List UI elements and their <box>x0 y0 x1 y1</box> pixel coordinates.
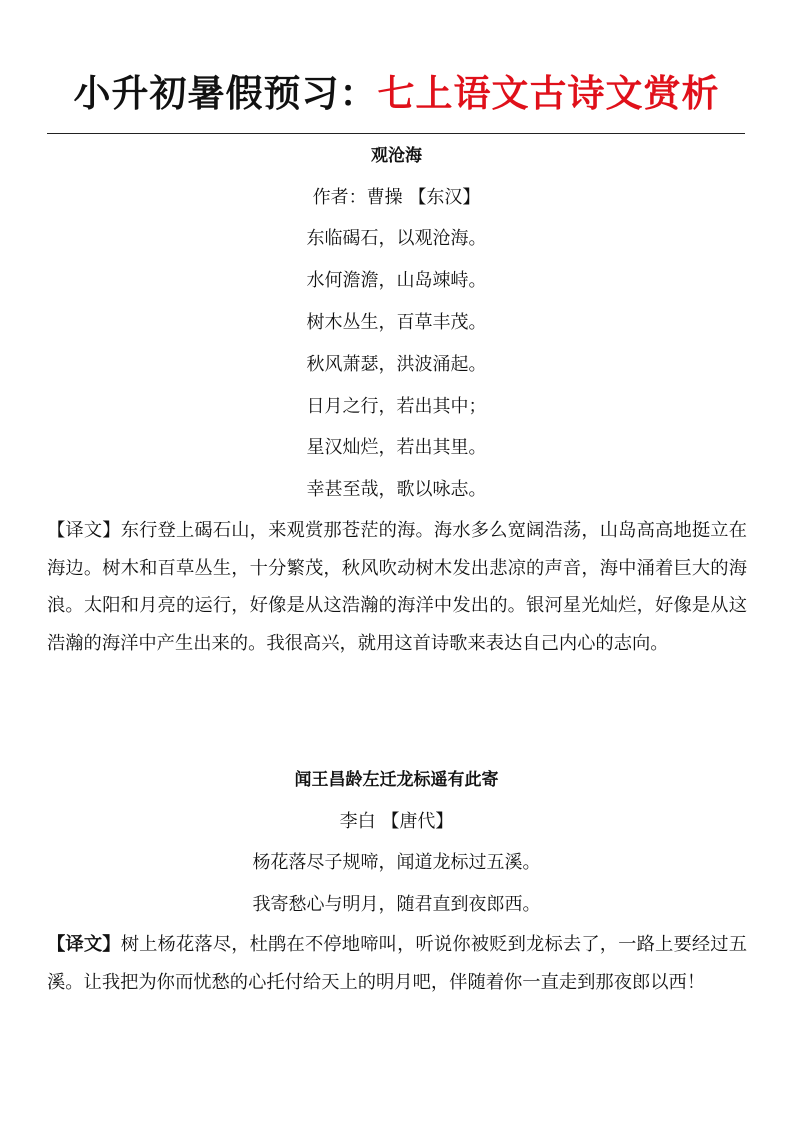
poem-title: 闻王昌龄左迁龙标遥有此寄 <box>294 770 499 790</box>
poem-line: 秋风萧瑟，洪波涌起。 <box>306 354 487 375</box>
poem-line: 杨花落尽子规啼，闻道龙标过五溪。 <box>252 852 541 873</box>
translation-tag: 【译文】 <box>47 934 121 955</box>
translation-tag: 【译文】 <box>47 520 121 541</box>
translation-paragraph <box>47 512 747 662</box>
translation-paragraph <box>47 926 747 1001</box>
poem-title: 观沧海 <box>371 146 422 166</box>
page-title <box>0 68 793 120</box>
poem-line: 幸甚至哉，歌以咏志。 <box>306 479 487 500</box>
poem-line: 东临碣石，以观沧海。 <box>306 228 487 249</box>
translation-text: 东行登上碣石山，来观赏那苍茫的海。海水多么宽阔浩荡，山岛高高地挺立在海边。树木和百草丛生，十分繁茂，秋风吹动树木发出悲凉的声音，海中涌着巨大的海浪。太阳和月亮的运行，好像是从这浩瀚的海洋中发出的。银河星光灿烂，好像是从这浩瀚的海洋中产生出来的。我很高兴，就用这首诗歌来表达自己内心的志向。 <box>47 520 748 654</box>
poem-line: 日月之行，若出其中； <box>306 396 487 417</box>
poem-line: 水何澹澹，山岛竦峙。 <box>306 270 487 291</box>
poem-author: 李白 【唐代】 <box>339 811 454 832</box>
page-title-prefix: 小升初暑假预习： <box>73 72 378 115</box>
page-title-accent: 七上语文古诗文赏析 <box>377 72 720 115</box>
poem-line: 我寄愁心与明月，随君直到夜郎西。 <box>252 894 541 915</box>
title-divider <box>47 133 745 134</box>
translation-text: 树上杨花落尽，杜鹃在不停地啼叫，听说你被贬到龙标去了，一路上要经过五溪。让我把为你而忧愁的心托付给天上的明月吧，伴随着你一直走到那夜郎以西！ <box>47 934 748 993</box>
poem-line: 树木丛生，百草丰茂。 <box>306 312 487 333</box>
poem-line: 星汉灿烂，若出其里。 <box>306 437 487 458</box>
poem-author: 作者：曹操 【东汉】 <box>312 187 481 208</box>
